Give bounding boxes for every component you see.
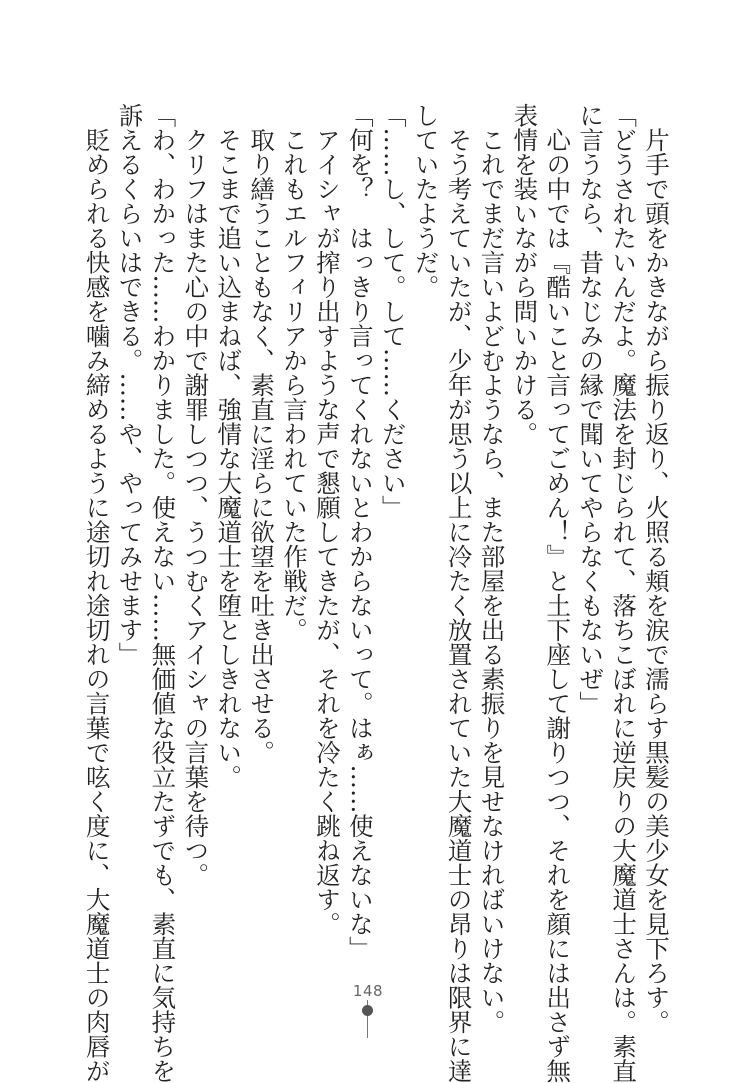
text-line: そこまで追い込まねば、強情な大魔道士を堕としきれない。	[214, 103, 244, 789]
text-line: 訴えるくらいはできる。……や、やってみせます」	[115, 103, 145, 667]
text-line: これでまだ言いよどむようなら、また部屋を出る素振りを見せなければいけない。	[477, 103, 507, 1034]
text-line: これもエルフィリアから言われていた作戦だ。	[280, 103, 310, 642]
text-line: 取り繕うこともなく、素直に淫らに欲望を吐き出させる。	[247, 103, 277, 765]
text-line: 「わ、わかった……わかりました。使えない……無価値な役立たずでも、素直に気持ちを	[148, 103, 178, 1083]
text-line: 心の中では『酷いこと言ってごめん！』と土下座して謝りつつ、それを顔には出さず無	[543, 103, 573, 1083]
text-line: クリフはまた心の中で謝罪しつつ、うつむくアイシャの言葉を待つ。	[181, 103, 211, 887]
text-line: 片手で頭をかきながら振り返り、火照る頬を涙で濡らす黒髪の美少女を見下ろす。	[642, 103, 671, 1034]
text-line: そう考えていたが、少年が思う以上に冷たく放置されていた大魔道士の昂りは限界に達	[444, 103, 474, 1083]
text-line: 「何を？ はっきり言ってくれないとわからないって。はぁ……使えないな」	[345, 103, 375, 961]
text-line: 「どうされたいんだよ。魔法を封じられて、落ちこぼれに逆戻りの大魔道士さんは。素直	[609, 103, 639, 1083]
text-line: アイシャが搾り出すような声で懇願してきたが、それを冷たく跳ね返す。	[312, 103, 342, 936]
page-number: 148	[352, 982, 384, 1000]
text-line: 表情を装いながら問いかける。	[510, 103, 540, 446]
text-line: 貶められる快感を噛み締めるように途切れ途切れの言葉で呟く度に、大魔道士の肉唇が	[82, 103, 112, 1083]
text-line: していたようだ。	[411, 103, 441, 299]
text-line: に言うなら、昔なじみの縁で聞いてやらなくもないぜ」	[576, 103, 606, 716]
page-marker-dot-icon	[362, 1005, 373, 1016]
text-line: 「……し、して。して……ください」	[378, 103, 408, 520]
